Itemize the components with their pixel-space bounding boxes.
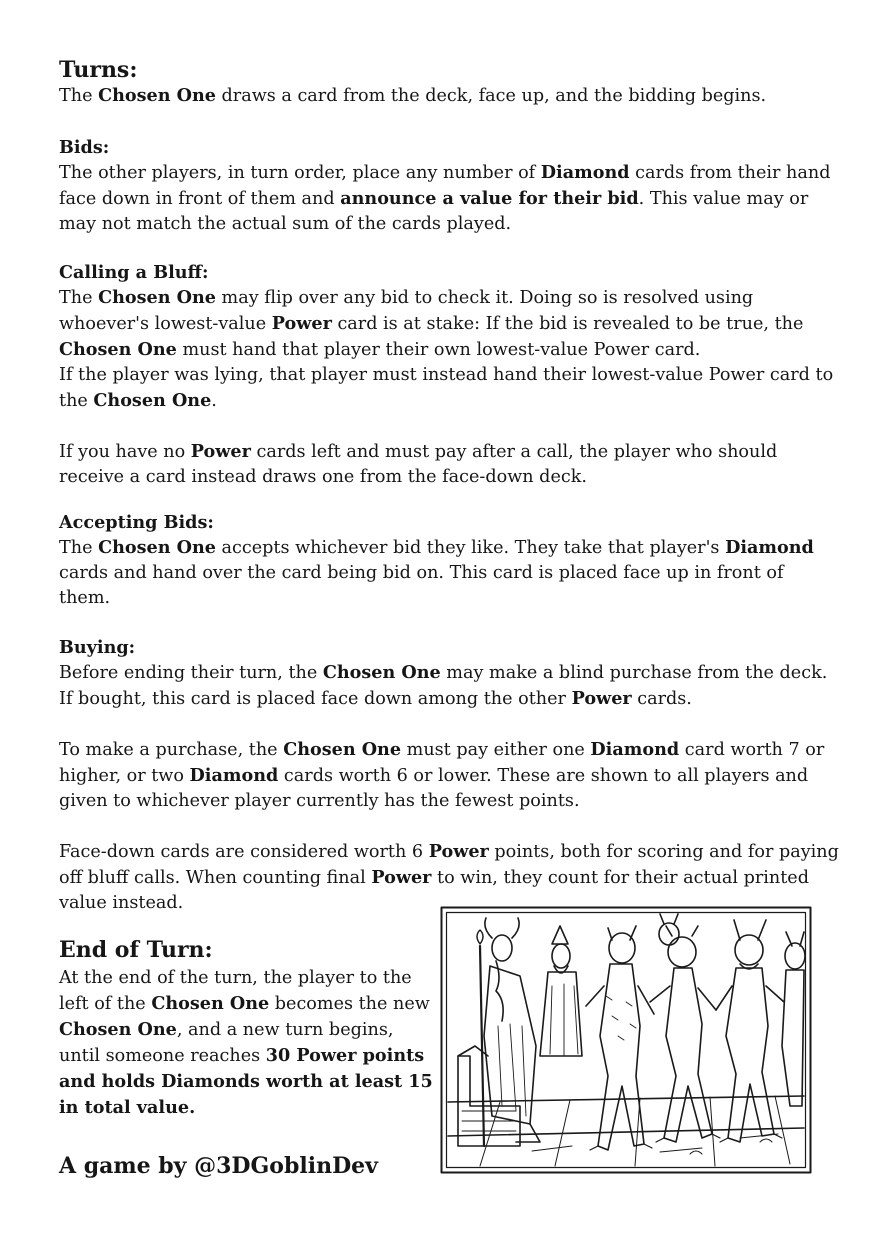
section-turns bbox=[59, 58, 839, 109]
section-bids bbox=[59, 135, 839, 237]
bluff-text-3: If you have no Power cards left and must pay after a call, the player who should receive a card instead draws one from the face-down deck. bbox=[59, 441, 778, 487]
bluff-text-1: The Chosen One may flip over any bid to check it. Doing so is resolved using whoever's lowest-value Power card is at stake: If the bid is revealed to be true, the Chosen One must hand that player their own lowest-value Power card. bbox=[59, 287, 804, 360]
turns-text: The Chosen One draws a card from the deck, face up, and the bidding begins. bbox=[59, 85, 767, 106]
bluff-text-2: If the player was lying, that player must instead hand their lowest-value Power card to the Chosen One. bbox=[59, 365, 834, 411]
buying-text-1: Before ending their turn, the Chosen One may make a blind purchase from the deck. If bought, this card is placed face down among the other Power cards. bbox=[59, 662, 828, 709]
buying-heading: Buying: bbox=[59, 637, 136, 658]
section-end-of-turn bbox=[59, 938, 439, 1121]
buying-text-2: To make a purchase, the Chosen One must pay either one Diamond card worth 7 or higher, or two Diamond cards worth 6 or lower. These are shown to all players and given to whichever player currently has the fewest points. bbox=[59, 739, 825, 811]
section-accepting-bids bbox=[59, 510, 839, 611]
accepting-text: The Chosen One accepts whichever bid they like. They take that player's Diamond cards and hand over the card being bid on. This card is placed face up in front of them. bbox=[59, 537, 814, 608]
turns-heading: Turns: bbox=[59, 57, 138, 83]
end-of-turn-text: At the end of the turn, the player to the left of the Chosen One becomes the new Chosen One, and a new turn begins, until someone reaches 30 Power points and holds Diamonds worth at least 15 in total value. bbox=[59, 968, 433, 1118]
accepting-heading: Accepting Bids: bbox=[59, 512, 214, 533]
section-calling-bluff bbox=[59, 260, 839, 490]
buying-text-3: Face-down cards are considered worth 6 Power points, both for scoring and for paying off bluff calls. When counting final Power to win, they count for their actual printed value instead. bbox=[59, 841, 839, 913]
section-buying bbox=[59, 635, 839, 916]
credit-line: A game by @3DGoblinDev bbox=[59, 1153, 378, 1179]
bluff-heading: Calling a Bluff: bbox=[59, 262, 209, 283]
devils-woodcut-illustration bbox=[440, 906, 812, 1174]
bids-heading: Bids: bbox=[59, 137, 110, 158]
end-of-turn-heading: End of Turn: bbox=[59, 937, 213, 963]
bids-text: The other players, in turn order, place any number of Diamond cards from their hand face down in front of them and announce a value for their bid. This value may or may not match the actual sum of the cards played. bbox=[59, 162, 831, 234]
